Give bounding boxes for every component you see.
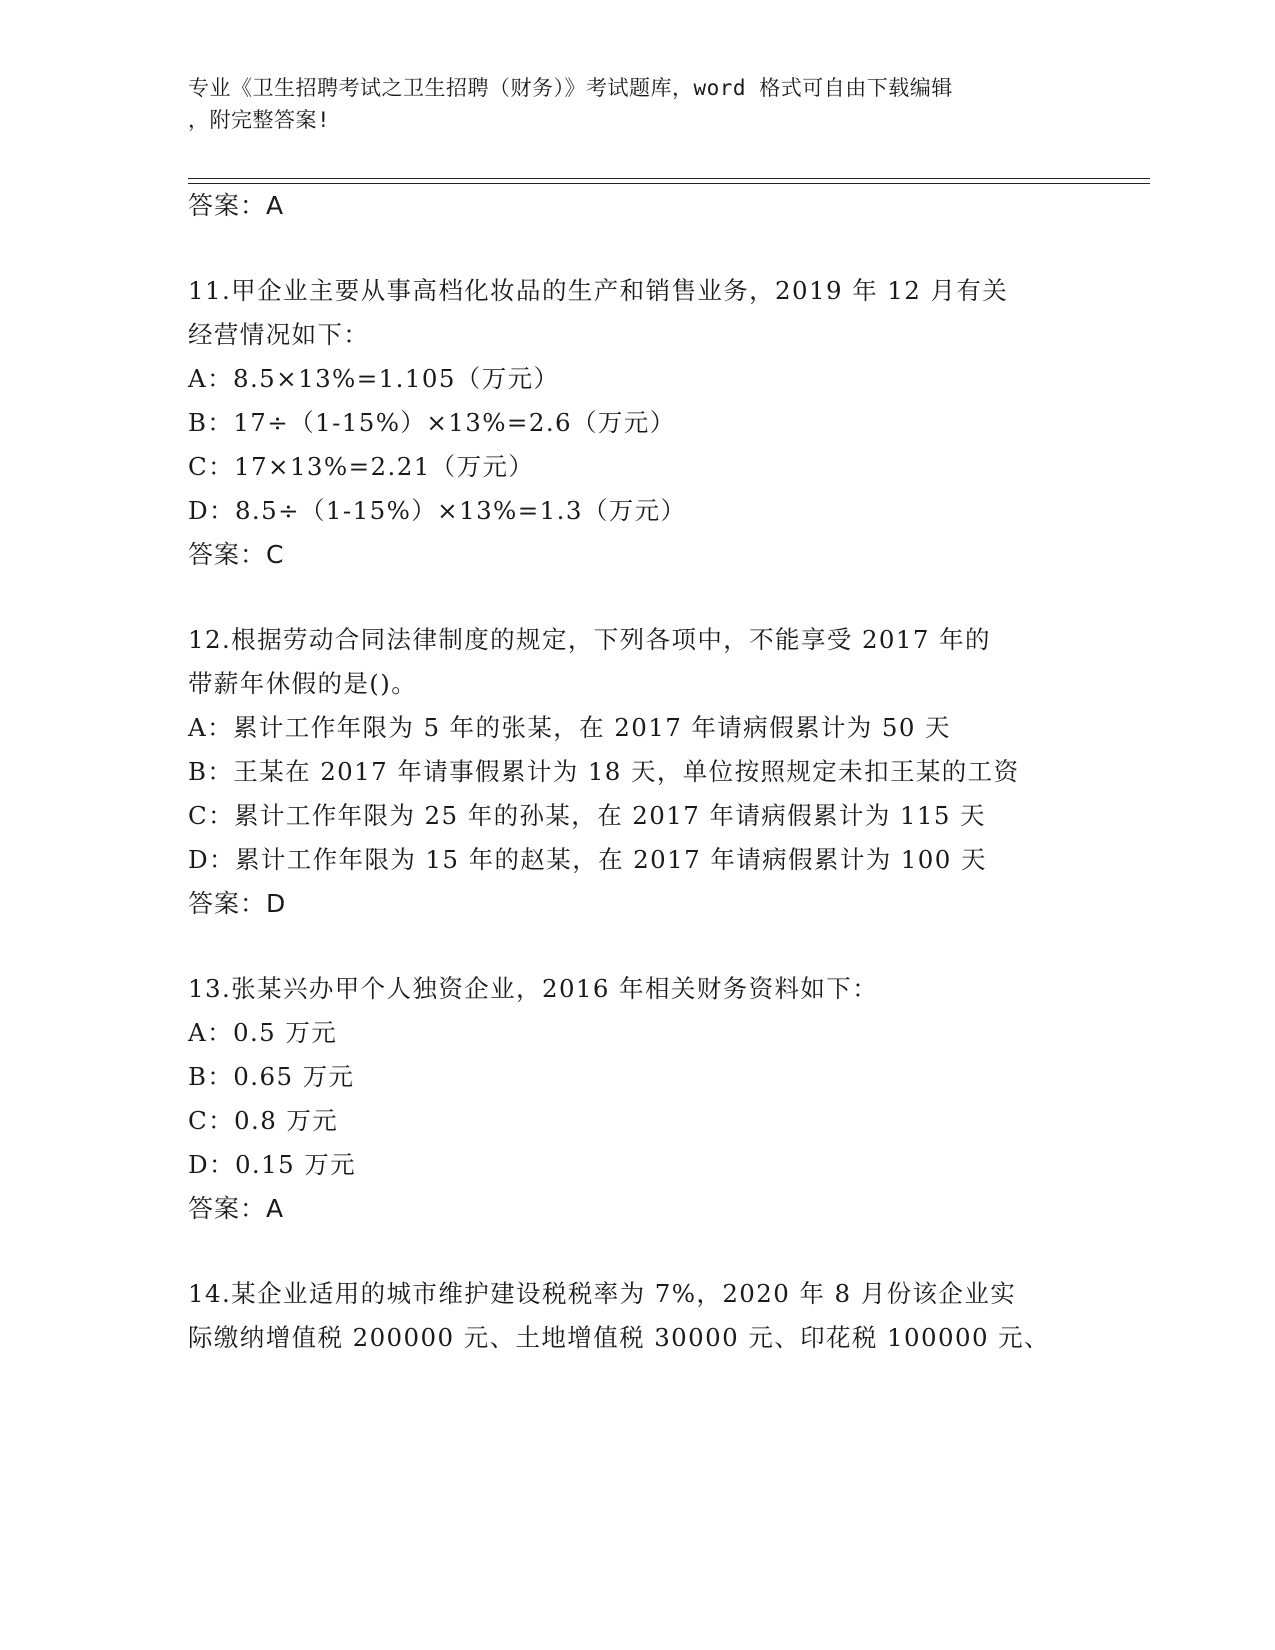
question-11-stem-line-2: 经营情况如下： (188, 320, 370, 349)
question-11-stem-line-1: 11.甲企业主要从事高档化妆品的生产和销售业务，2019 年 12 月有关 (188, 276, 1009, 305)
question-12-stem-line-2: 带薪年休假的是()。 (188, 669, 418, 698)
page-header (188, 72, 1088, 136)
question-13-stem-line-1: 13.张某兴办甲个人独资企业，2016 年相关财务资料如下： (188, 974, 879, 1003)
question-12-stem-line-1: 12.根据劳动合同法律制度的规定，下列各项中，不能享受 2017 年的 (188, 625, 991, 654)
question-11-answer: 答案：C (188, 540, 285, 569)
header-line-1: 专业《卫生招聘考试之卫生招聘（财务）》考试题库，word 格式可自由下载编辑 (188, 76, 953, 100)
question-14-stem-line-2: 际缴纳增值税 200000 元、土地增值税 30000 元、印花税 100000 元、 (188, 1323, 1050, 1352)
question-13-answer: 答案：A (188, 1194, 285, 1223)
question-12-option-a: A：累计工作年限为 5 年的张某，在 2017 年请病假累计为 50 天 (188, 713, 951, 742)
question-13-option-c: C：0.8 万元 (188, 1106, 339, 1135)
question-13-option-d: D：0.15 万元 (188, 1150, 357, 1179)
question-13-option-a: A：0.5 万元 (188, 1018, 338, 1047)
question-12-option-c: C：累计工作年限为 25 年的孙某，在 2017 年请病假累计为 115 天 (188, 801, 986, 830)
question-11-option-c: C：17×13%=2.21（万元） (188, 452, 535, 481)
header-line-2: ，附完整答案! (188, 108, 331, 132)
question-11-option-b: B：17÷（1-15%）×13%=2.6（万元） (188, 408, 676, 437)
question-12-option-b: B：王某在 2017 年请事假累计为 18 天，单位按照规定未扣王某的工资 (188, 757, 1020, 786)
question-12-option-d: D：累计工作年限为 15 年的赵某，在 2017 年请病假累计为 100 天 (188, 845, 987, 874)
question-13-option-b: B：0.65 万元 (188, 1062, 355, 1091)
question-11-option-d: D：8.5÷（1-15%）×13%=1.3（万元） (188, 496, 687, 525)
header-rule-top (188, 178, 1150, 179)
question-12-answer: 答案：D (188, 889, 287, 918)
question-11-option-a: A：8.5×13%=1.105（万元） (188, 364, 560, 393)
answer-line: 答案：A (188, 191, 285, 220)
header-rule-bottom (188, 183, 1150, 184)
question-14-stem-line-1: 14.某企业适用的城市维护建设税税率为 7%，2020 年 8 月份该企业实 (188, 1279, 1017, 1308)
